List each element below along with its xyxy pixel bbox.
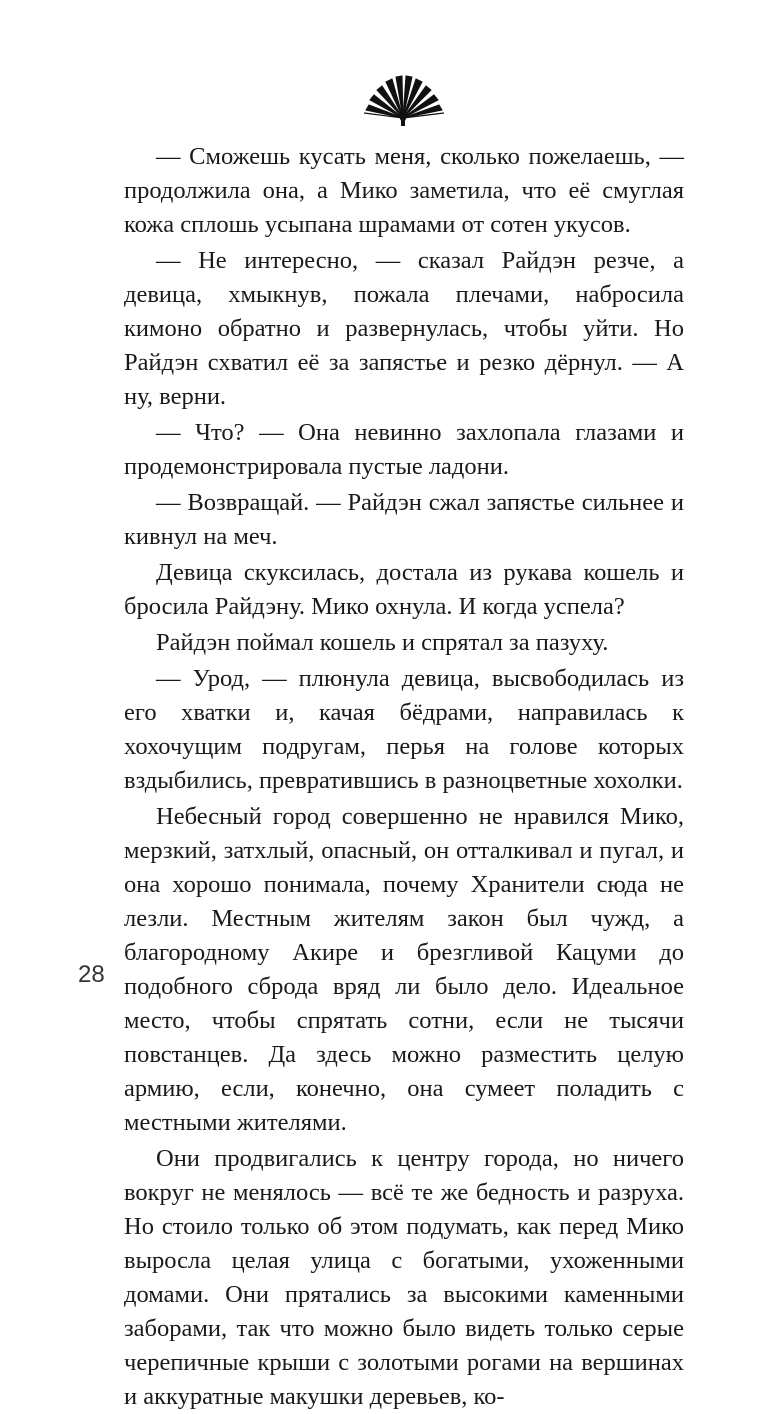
paragraph-4: — Возвращай. — Райдэн сжал запястье сильнее и кивнул на меч. [124,489,684,550]
paragraph-7: — Урод, — плюнула девица, высвободилась из его хватки и, качая бёдрами, направилась к хохочущим подругам, перья на голове которых вздыбились, превратившись в разноцветные хохолки. [124,665,684,794]
paragraph-1: — Сможешь кусать меня, сколько пожелаешь, — продолжила она, а Мико заметила, что её смуглая кожа сплошь усыпана шрамами от сотен укусов. [124,143,684,238]
paragraph-2: — Не интересно, — сказал Райдэн резче, а девица, хмыкнув, пожала плечами, набросила кимоно обратно и развернулась, чтобы уйти. Но Райдэн схватил её за запястье и резко дёрнул. — А ну, верни. [124,247,684,410]
paragraph-9: Они продвигались к центру города, но ничего вокруг не менялось — всё те же бедность и разруха. Но стоило только об этом подумать, как перед Мико выросла целая улица с богатыми, ухоженными домами. Они прятались за высокими каменными заборами, так что можно было видеть только серые черепичные крыши с золотыми рогами на вершинах и аккуратные макушки деревьев, ко- [124,1145,684,1410]
paragraph-3: — Что? — Она невинно захлопала глазами и продемонстрировала пустые ладони. [124,419,684,480]
paragraph-5: Девица скуксилась, достала из рукава кошель и бросила Райдэну. Мико охнула. И когда успела? [124,559,684,620]
fan-icon [360,72,446,128]
page-number: 28 [78,961,105,988]
body-text [124,140,684,1414]
paragraph-8: Небесный город совершенно не нравился Мико, мерзкий, затхлый, опасный, он отталкивал и пугал, и она хорошо понимала, почему Хранители сюда не лезли. Местным жителям закон был чужд, а благородному Акире и брезгливой Кацуми до подобного сброда вряд ли было дело. Идеальное место, чтобы спрятать сотни, если не тысячи повстанцев. Да здесь можно разместить целую армию, если, конечно, она сумеет поладить с местными жителями. [124,803,684,1136]
fan-ornament [360,72,446,128]
paragraph-6: Райдэн поймал кошель и спрятал за пазуху. [156,629,609,656]
